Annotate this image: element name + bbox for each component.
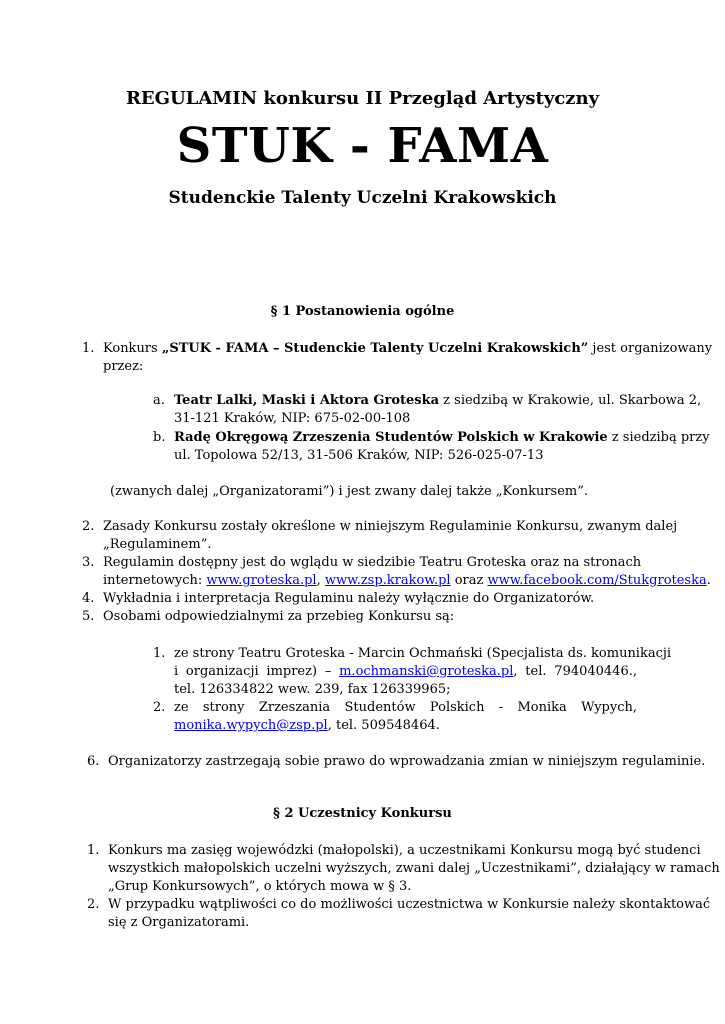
- organizer-theatre: Teatr Lalki, Maski i Aktora Groteska: [174, 393, 440, 408]
- s1-item-3-line-1: Regulamin dostępny jest do wglądu w siedzibie Teatru Groteska oraz na stronach: [103, 555, 642, 570]
- list-number: 3.: [82, 555, 95, 570]
- s2-item-1-line-3: „Grup Konkursowych”, o których mowa w § 3.: [108, 879, 412, 894]
- list-letter: a.: [153, 393, 165, 408]
- section-2-heading: § 2 Uczestnicy Konkursu: [273, 806, 452, 821]
- s1-called-note: (zwanych dalej „Organizatorami”) i jest zwany dalej także „Konkursem”.: [110, 484, 589, 499]
- list-number: 2.: [82, 519, 95, 534]
- ochmanski-email-link[interactable]: m.ochmanski@groteska.pl: [339, 664, 514, 679]
- list-number: 2.: [87, 897, 100, 912]
- document-heading: REGULAMIN konkursu II Przegląd Artystyczny: [125, 88, 600, 109]
- s2-item-1-line-2: wszystkich małopolskich uczelni wyższych, zwani dalej „Uczestnikami”, działający w ramach: [108, 861, 720, 876]
- s1-item-1-line-2: przez:: [103, 359, 144, 374]
- list-number: 4.: [82, 591, 95, 606]
- list-number: 5.: [82, 609, 95, 624]
- s1-item-6-text: Organizatorzy zastrzegają sobie prawo do wprowadzania zmian w niniejszym regulaminie.: [108, 754, 706, 769]
- s1-sub-b-line-1: Radę Okręgową Zrzeszenia Studentów Polskich w Krakowie z siedzibą przy: [174, 430, 710, 445]
- contact-1-line-1: ze strony Teatru Groteska - Marcin Ochmański (Specjalista ds. komunikacji: [174, 646, 672, 661]
- document-title: STUK - FAMA: [176, 118, 549, 174]
- s2-item-2-line-2: się z Organizatorami.: [108, 915, 250, 930]
- wypych-email-link[interactable]: monika.wypych@zsp.pl: [174, 718, 328, 733]
- s1-item-2-line-2: „Regulaminem”.: [103, 537, 212, 552]
- s1-item-1-line-1: Konkurs „STUK - FAMA – Studenckie Talenty Uczelni Krakowskich” jest organizowany: [103, 341, 713, 356]
- s1-sub-b-line-2: ul. Topolowa 52/13, 31-506 Kraków, NIP: 526-025-07-13: [174, 448, 544, 463]
- facebook-link[interactable]: www.facebook.com/Stukgroteska: [487, 573, 707, 588]
- contact-1-line-2: i organizacji imprez) – m.ochmanski@groteska.pl, tel. 794040446.,: [174, 664, 637, 679]
- organizer-zsp: Radę Okręgową Zrzeszenia Studentów Polskich w Krakowie: [174, 430, 608, 445]
- list-number: 6.: [87, 754, 100, 769]
- s1-item-5-text: Osobami odpowiedzialnymi za przebieg Konkursu są:: [103, 609, 455, 624]
- s2-item-1-line-1: Konkurs ma zasięg wojewódzki (małopolski), a uczestnikami Konkursu mogą być studenci: [108, 843, 701, 858]
- list-number: 1.: [82, 341, 95, 356]
- s1-item-2-line-1: Zasady Konkursu zostały określone w niniejszym Regulaminie Konkursu, zwanym dalej: [103, 519, 678, 534]
- document-subtitle: Studenckie Talenty Uczelni Krakowskich: [168, 188, 557, 208]
- list-number: 2.: [153, 700, 166, 715]
- contest-name: „STUK - FAMA – Studenckie Talenty Uczelni Krakowskich”: [161, 341, 589, 356]
- s1-sub-a-line-2: 31-121 Kraków, NIP: 675-02-00-108: [174, 411, 411, 426]
- zsp-link[interactable]: www.zsp.krakow.pl: [324, 573, 451, 588]
- s1-item-3-line-2: internetowych: www.groteska.pl, www.zsp.krakow.pl oraz www.facebook.com/Stukgroteska.: [103, 573, 711, 588]
- list-letter: b.: [153, 430, 166, 445]
- contact-2-line-1: ze strony Zrzeszania Studentów Polskich - Monika Wypych,: [174, 700, 637, 715]
- contact-1-line-3: tel. 126334822 wew. 239, fax 126339965;: [174, 682, 451, 697]
- s1-item-4-text: Wykładnia i interpretacja Regulaminu należy wyłącznie do Organizatorów.: [103, 591, 595, 606]
- section-1-heading: § 1 Postanowienia ogólne: [270, 304, 455, 319]
- list-number: 1.: [153, 646, 166, 661]
- s2-item-2-line-1: W przypadku wątpliwości co do możliwości uczestnictwa w Konkursie należy skontaktować: [108, 897, 711, 912]
- contact-2-line-2: monika.wypych@zsp.pl, tel. 509548464.: [174, 718, 440, 733]
- s1-sub-a-line-1: Teatr Lalki, Maski i Aktora Groteska z siedzibą w Krakowie, ul. Skarbowa 2,: [174, 393, 702, 408]
- list-number: 1.: [87, 843, 100, 858]
- groteska-link[interactable]: www.groteska.pl: [206, 573, 317, 588]
